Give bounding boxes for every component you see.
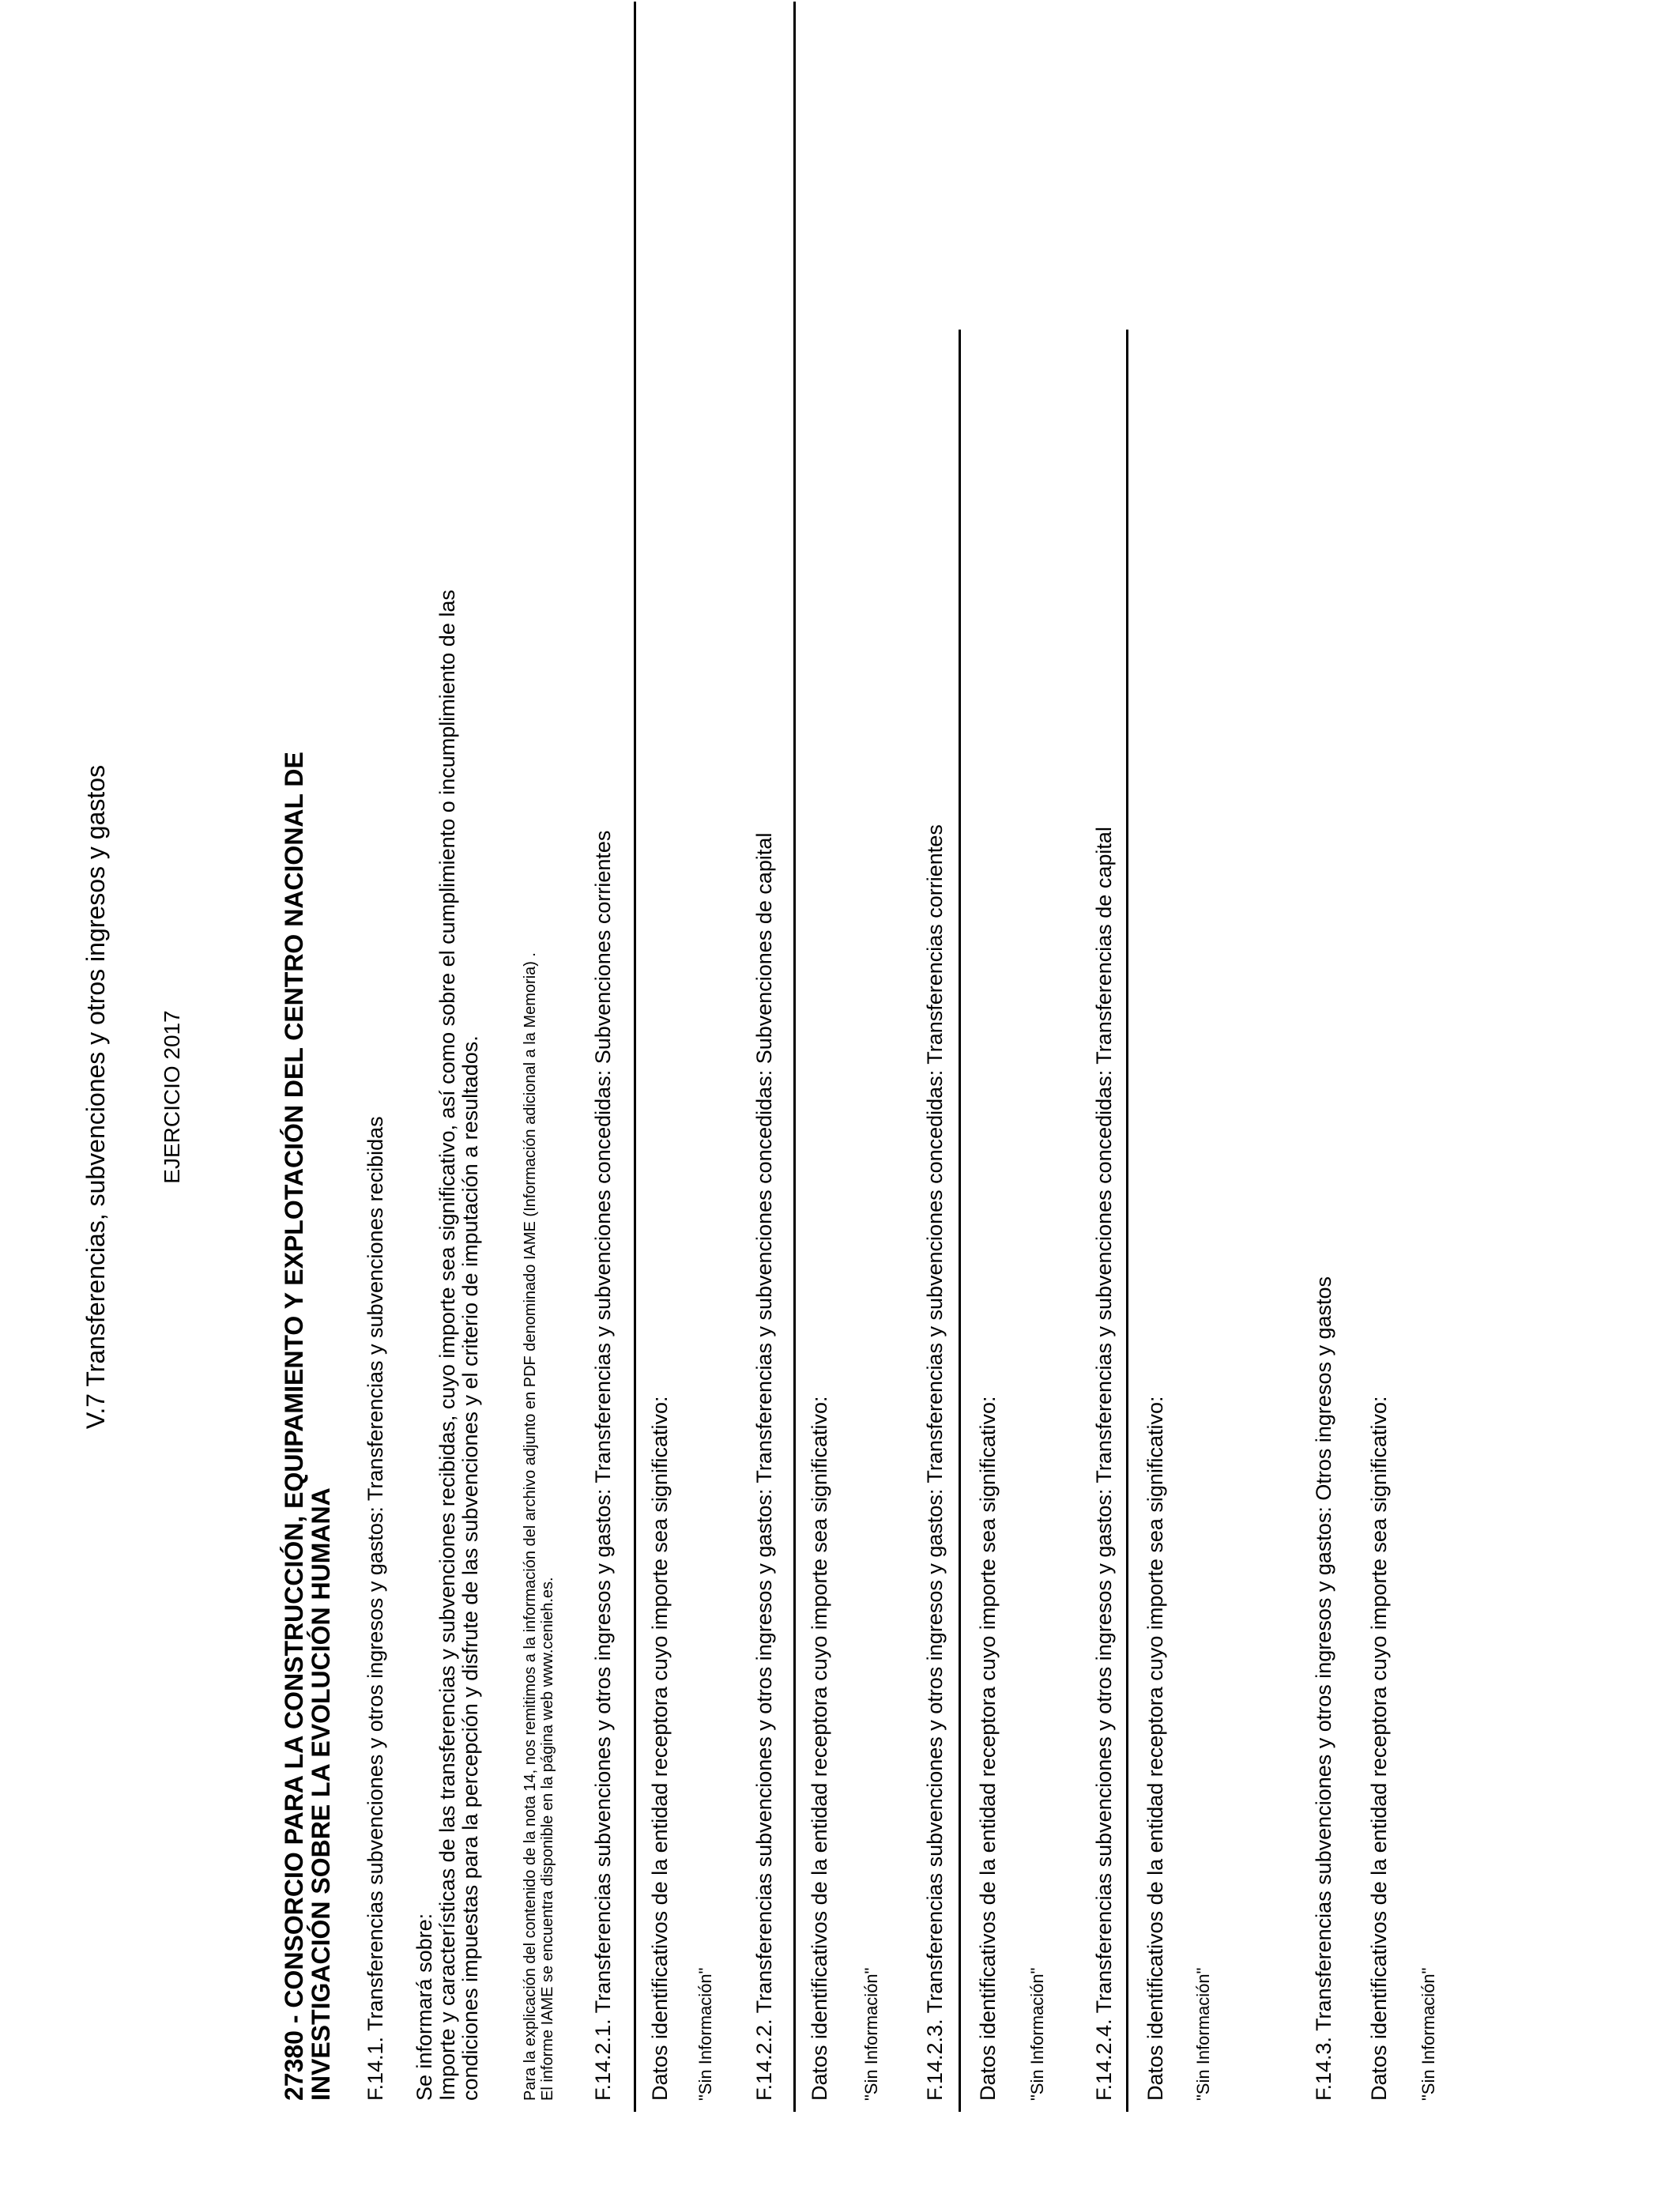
field-value: "Sin Información" <box>1027 1967 1047 2101</box>
divider-line <box>634 2 636 2112</box>
field-value: "Sin Información" <box>695 1967 715 2101</box>
field-label: Datos identificativos de la entidad receptora cuyo importe sea significativo: <box>808 1396 831 2101</box>
entity-name-line-1: 27380 - CONSORCIO PARA LA CONSTRUCCIÓN, EQUIPAMIENTO Y EXPLOTACIÓN DEL CENTRO NACIONAL DE <box>280 752 308 2101</box>
field-label: Datos identificativos de la entidad receptora cuyo importe sea significativo: <box>648 1396 672 2101</box>
section-heading-f14-2-3: F.14.2.3. Transferencias subvenciones y otros ingresos y gastos: Transferencias y subvenciones concedidas: Transferencias corrientes <box>923 824 947 2101</box>
field-value: "Sin Información" <box>861 1967 881 2101</box>
field-value: "Sin Información" <box>1418 1967 1438 2101</box>
exercise-year: EJERCICIO 2017 <box>160 1010 184 1184</box>
field-label: Datos identificativos de la entidad receptora cuyo importe sea significativo: <box>1143 1396 1167 2101</box>
note-line-2: El informe IAME se encuentra disponible en la página web www.cenieh.es. <box>539 1577 556 2101</box>
divider-line <box>959 330 961 2112</box>
field-value: "Sin Información" <box>1193 1967 1213 2101</box>
section-description-line-1: Importe y características de las transferencias y subvenciones recibidas, cuyo importe sea significativo, así como sobre el cumplimiento o incumplimiento de las <box>435 590 459 2101</box>
section-heading-f14-2-4: F.14.2.4. Transferencias subvenciones y otros ingresos y gastos: Transferencias y subvenciones concedidas: Transferencias de capital <box>1092 827 1116 2101</box>
section-heading-f14-2-2: F.14.2.2. Transferencias subvenciones y otros ingresos y gastos: Transferencias y subvenciones concedidas: Subvenciones de capital <box>752 832 776 2101</box>
section-description-line-2: condiciones impuestas para la percepción y disfrute de las subvenciones y el criterio de imputación a resultados. <box>458 1035 482 2101</box>
divider-line <box>1126 330 1128 2112</box>
field-label: Datos identificativos de la entidad receptora cuyo importe sea significativo: <box>1367 1396 1391 2101</box>
page-title: V.7 Transferencias, subvenciones y otros ingresos y gastos <box>81 764 110 1430</box>
section-intro: Se informará sobre: <box>412 1913 436 2101</box>
section-heading-f14-3: F.14.3. Transferencias subvenciones y otros ingresos y gastos: Otros ingresos y gastos <box>1312 1276 1335 2101</box>
entity-name-line-2: INVESTIGACIÓN SOBRE LA EVOLUCIÓN HUMANA <box>307 1487 335 2101</box>
section-heading-f14-2-1: F.14.2.1. Transferencias subvenciones y otros ingresos y gastos: Transferencias y subvenciones concedidas: Subvenciones corrientes <box>591 830 615 2101</box>
note-line-1: Para la explicación del contenido de la nota 14, nos remitimos a la información del archivo adjunto en PDF denominado IAME (Información adicional a la Memoria) . <box>522 952 539 2101</box>
section-heading-f14-1: F.14.1. Transferencias subvenciones y otros ingresos y gastos: Transferencias y subvenciones recibidas <box>363 1116 387 2101</box>
field-label: Datos identificativos de la entidad receptora cuyo importe sea significativo: <box>976 1396 1000 2101</box>
divider-line <box>793 2 796 2112</box>
